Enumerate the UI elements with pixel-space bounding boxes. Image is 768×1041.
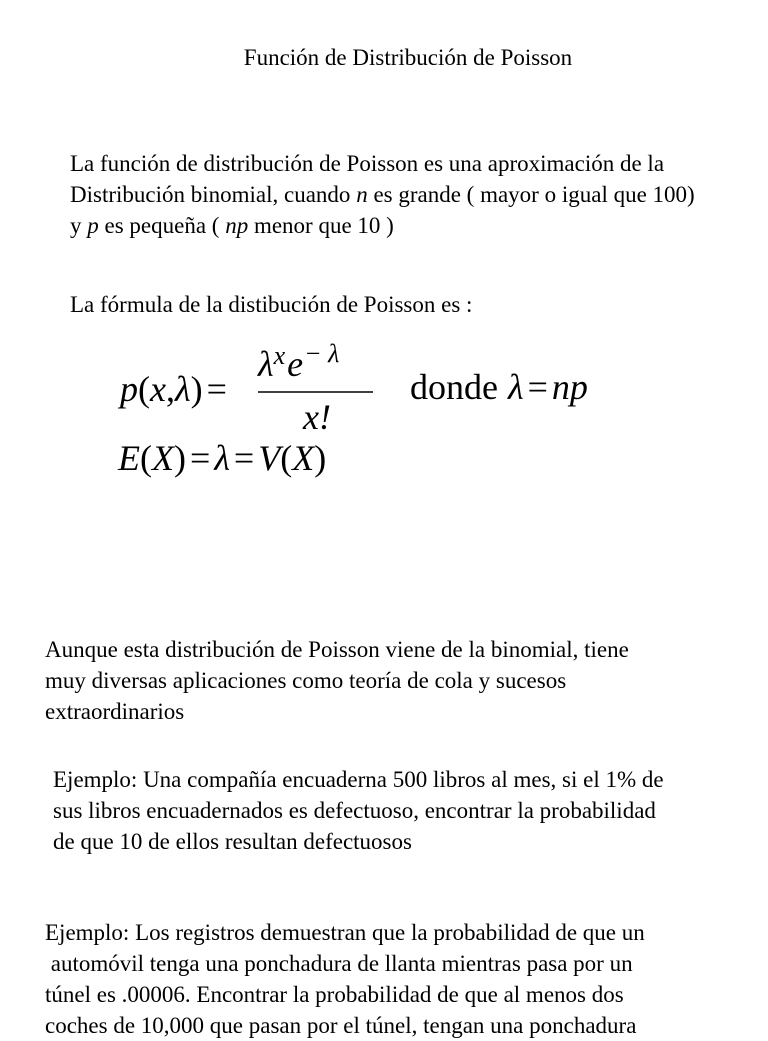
example-2-line-4: coches de 10,000 que pasan por el túnel, tengan una ponchadura — [45, 1013, 637, 1038]
intro-line-3 — [70, 213, 394, 238]
intro-line-2-text-a: Distribución binomial, cuando — [70, 182, 357, 207]
variable-n: n — [356, 182, 368, 207]
example-2-line-2: automóvil tenga una ponchadura de llanta mientras pasa por un — [45, 951, 633, 976]
example-1-line-2: sus libros encuadernados es defectuoso, encontrar la probabilidad — [53, 798, 656, 823]
applications-line-2: muy diversas aplicaciones como teoría de cola y sucesos — [45, 668, 567, 693]
formula-numerator: $\lambda^xe^{- \lambda}$ — [258, 339, 340, 384]
example-1-line-3: de que 10 de ellos resultan defectuosos — [53, 829, 412, 854]
intro-line-3-text-c: menor que 10 ) — [248, 213, 394, 238]
variable-np: np — [225, 213, 249, 238]
variable-p: p — [87, 213, 99, 238]
page-title: Función de Distribución de Poisson — [243, 45, 573, 70]
formula-pmf-lhs: p(x,λ) = — [120, 369, 227, 409]
intro-line-3-text-a: y — [70, 213, 88, 238]
intro-paragraph — [70, 148, 695, 241]
applications-paragraph — [45, 634, 629, 727]
intro-line-1: La función de distribución de Poisson es una aproximación de la — [70, 151, 665, 176]
applications-line-1: Aunque esta distribución de Poisson viene de la binomial, tiene — [45, 637, 629, 662]
example-2-line-3: túnel es .00006. Encontrar la probabilidad de que al menos dos — [45, 982, 624, 1007]
formula-expectation-variance: E(X) = λ = V(X) — [118, 438, 327, 478]
formula-intro: La fórmula de la distibución de Poisson es : — [70, 292, 473, 317]
intro-line-2 — [70, 182, 695, 207]
example-2-paragraph — [45, 917, 645, 1041]
example-1-paragraph — [53, 764, 664, 857]
example-2-line-1: Ejemplo: Los registros demuestran que la probabilidad de que un — [45, 920, 645, 945]
applications-line-3: extraordinarios — [45, 699, 185, 724]
formula-donde: donde λ = np — [410, 367, 588, 407]
formula-denominator: x! — [303, 397, 331, 437]
intro-line-3-text-b: es pequeña ( — [98, 213, 226, 238]
poisson-formula — [0, 330, 768, 490]
example-1-line-1: Ejemplo: Una compañía encuaderna 500 libros al mes, si el 1% de — [53, 767, 664, 792]
intro-line-2-text-b: es grande ( mayor o igual que 100) — [367, 182, 695, 207]
